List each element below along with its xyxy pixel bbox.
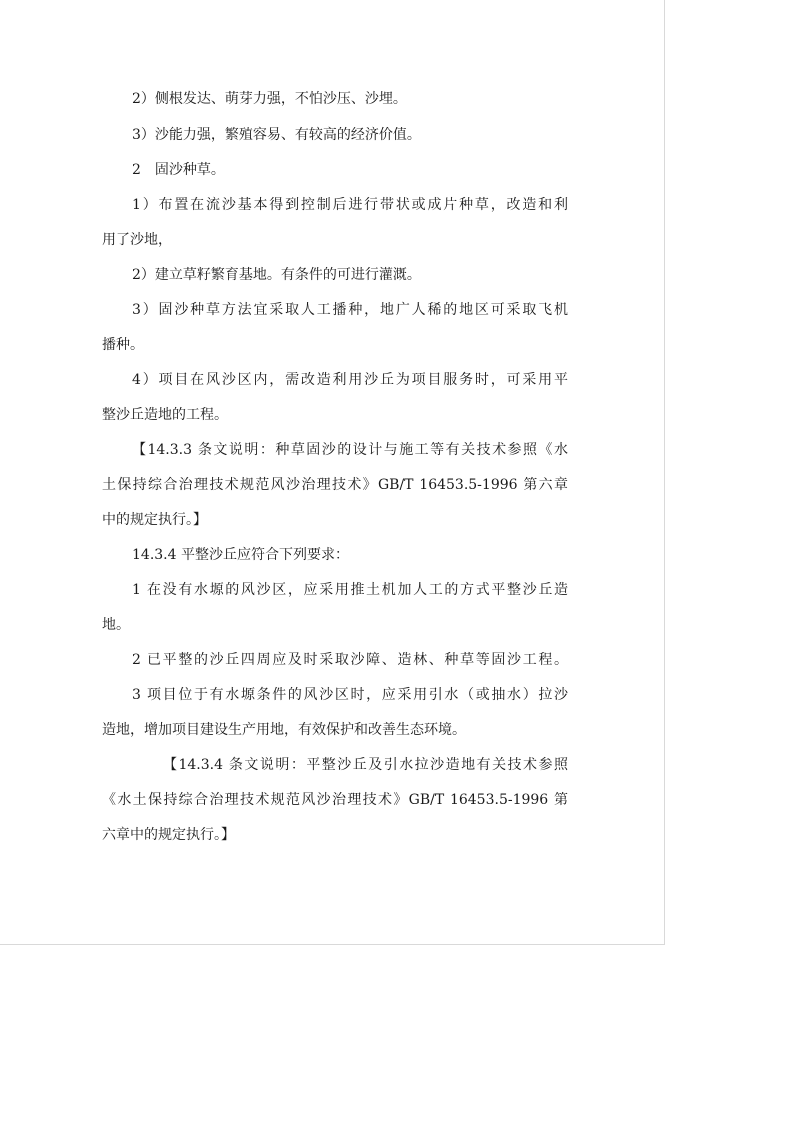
text-line: 《水土保持综合治理技术规范风沙治理技术》GB/T 16453.5-1996 第 <box>102 792 568 808</box>
text-line: 六章中的规定执行。】 <box>102 827 235 843</box>
text-line: 2）侧根发达、萌芽力强，不怕沙压、沙埋。 <box>132 91 407 107</box>
text-line: 1 在没有水塬的风沙区，应采用推土机加人工的方式平整沙丘造 <box>132 582 568 598</box>
text-line: 3）固沙种草方法宜采取人工播种，地广人稀的地区可采取飞机 <box>132 302 568 318</box>
text-line: 地。 <box>102 617 130 633</box>
text-line: 2 已平整的沙丘四周应及时采取沙障、造林、种草等固沙工程。 <box>132 652 568 668</box>
text-line: 中的规定执行。】 <box>102 512 207 528</box>
text-line: 2）建立草籽繁育基地。有条件的可进行灌溉。 <box>132 267 421 283</box>
text-line: 造地，增加项目建设生产用地，有效保护和改善生态环境。 <box>102 722 466 738</box>
text-line: 【14.3.4 条文说明：平整沙丘及引水拉沙造地有关技术参照 <box>163 757 568 773</box>
text-line: 3 项目位于有水塬条件的风沙区时，应采用引水（或抽水）拉沙 <box>132 687 568 703</box>
text-line: 3）沙能力强，繁殖容易、有较高的经济价值。 <box>132 127 421 143</box>
text-line: 土保持综合治理技术规范风沙治理技术》GB/T 16453.5-1996 第六章 <box>102 477 568 493</box>
text-line: 【14.3.3 条文说明：种草固沙的设计与施工等有关技术参照《水 <box>132 442 568 458</box>
text-line: 2 固沙种草。 <box>132 162 225 178</box>
text-line: 14.3.4 平整沙丘应符合下列要求： <box>132 547 349 563</box>
text-line: 1）布置在流沙基本得到控制后进行带状或成片种草，改造和利 <box>132 197 568 213</box>
text-line: 用了沙地， <box>102 232 172 248</box>
text-line: 4）项目在风沙区内，需改造利用沙丘为项目服务时，可采用平 <box>132 372 568 388</box>
text-line: 整沙丘造地的工程。 <box>102 407 228 423</box>
text-line: 播种。 <box>102 337 144 353</box>
